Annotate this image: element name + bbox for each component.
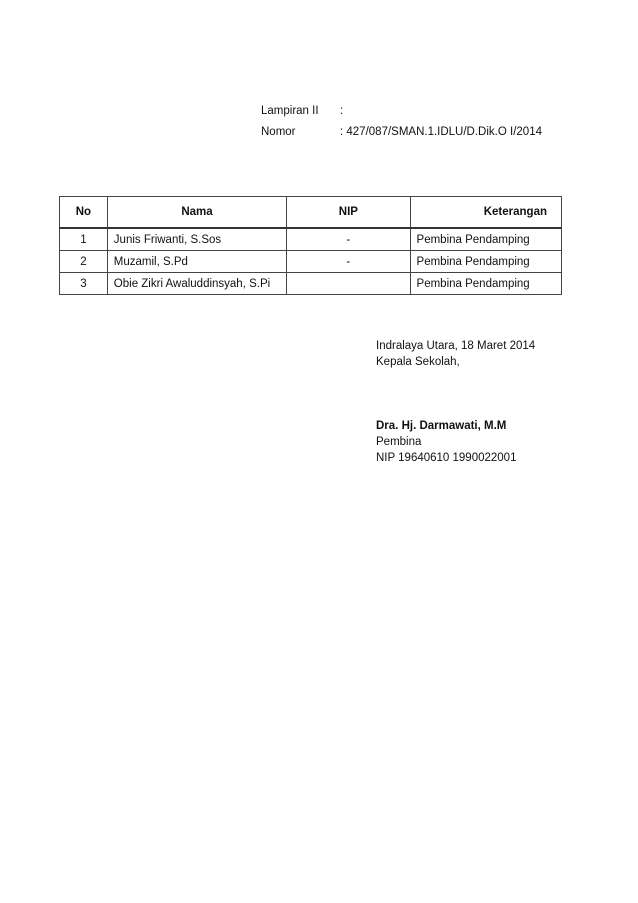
signature-place-date: Indralaya Utara, 18 Maret 2014 [376, 340, 536, 352]
table-row [60, 251, 562, 273]
cell-no: 1 [60, 228, 108, 251]
lampiran-value: : [340, 105, 344, 117]
signature-block [376, 338, 535, 466]
document-header [261, 101, 542, 143]
cell-nama: Obie Zikri Awaluddinsyah, S.Pi [107, 273, 286, 295]
cell-nip: - [287, 251, 410, 273]
cell-keterangan: Pembina Pendamping [410, 228, 561, 251]
signature-position: Kepala Sekolah, [376, 356, 460, 368]
cell-nama: Muzamil, S.Pd [107, 251, 286, 273]
members-table [59, 196, 562, 295]
table-header-row [60, 197, 562, 229]
lampiran-row [261, 101, 542, 122]
table-row [60, 228, 562, 251]
cell-nama: Junis Friwanti, S.Sos [107, 228, 286, 251]
column-header-nip: NIP [287, 197, 410, 229]
nomor-row [261, 122, 542, 143]
table-row [60, 273, 562, 295]
column-header-nama: Nama [107, 197, 286, 229]
cell-nip: - [287, 228, 410, 251]
cell-keterangan: Pembina Pendamping [410, 273, 561, 295]
nomor-label: Nomor [261, 126, 296, 138]
signatory-nip: NIP 19640610 1990022001 [376, 452, 517, 464]
signatory-name: Dra. Hj. Darmawati, M.M [376, 420, 507, 432]
cell-keterangan: Pembina Pendamping [410, 251, 561, 273]
cell-no: 2 [60, 251, 108, 273]
nomor-value: : 427/087/SMAN.1.IDLU/D.Dik.O I/2014 [340, 126, 542, 138]
column-header-no: No [60, 197, 108, 229]
signatory-role: Pembina [376, 436, 422, 448]
lampiran-label: Lampiran II [261, 105, 319, 117]
column-header-keterangan: Keterangan [410, 197, 561, 229]
cell-no: 3 [60, 273, 108, 295]
cell-nip [287, 273, 410, 295]
